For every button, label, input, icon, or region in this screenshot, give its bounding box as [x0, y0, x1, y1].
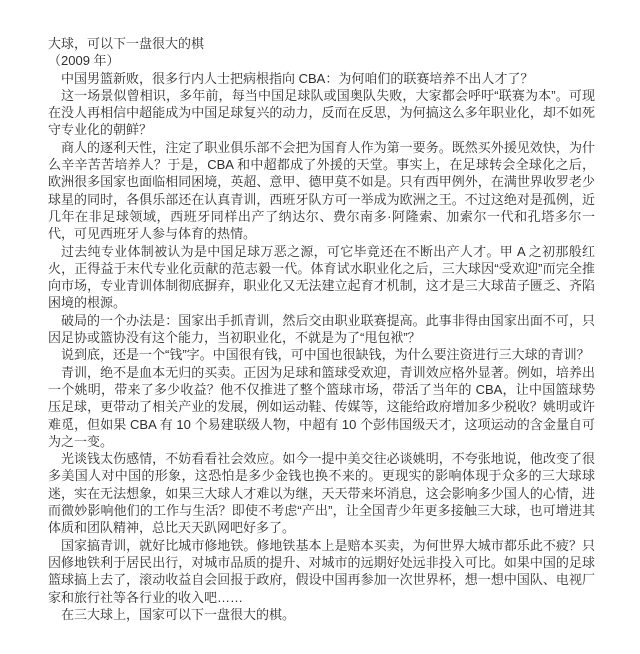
document-date: （2009 年） — [48, 53, 120, 69]
paragraph-1: 中国男篮新败，很多行内人士把病根指向 CBA：为何咱们的联赛培养不出人才了？ — [61, 70, 534, 86]
paragraph-8: 光谈钱太伤感情，不妨看看社会效应。如今一提中美交往必谈姚明，不夸张地说，他改变了很多美国人对中国的形象，这恐怕是多少金钱也换不来的。更现实的影响体现于众多的三大球球迷，实在无法想象，如果三大球人才难以为继，天天带来坏消息，这会影响多少国人的心情，进而微妙影响他们的工作与生活？即使不考虑“产出”，让全国青少年更多接触三大球，也可增进其体质和团队精神，总比天天趴网吧好多了。 — [48, 451, 595, 536]
document-title: 大球，可以下一盘很大的棋 — [48, 36, 205, 51]
paragraph-6: 说到底，还是一个“钱”字。中国很有钱，可中国也很缺钱，为什么要注资进行三大球的青训？ — [61, 347, 590, 363]
paragraph-5: 破局的一个办法是：国家出手抓青训，然后交由职业联赛提高。此事非得由国家出面不可，只因足协或篮协没有这个能力，当初职业化，不就是为了“甩包袱”？ — [48, 312, 595, 346]
paragraph-4: 过去纯专业体制被认为是中国足球万恶之源，可它毕竟还在不断出产人才。甲 A 之初那般红火，正得益于末代专业化贡献的范志毅一代。体育试水职业化之后，三大球因“受欢迎”而完全推向市场，专业青训体制彻底摒弃，职业化又无法建立起育才机制，这才是三大球苗子匮乏、齐陷困境的根源。 — [48, 243, 595, 311]
paragraph-7: 青训，绝不是血本无归的买卖。正因为足球和篮球受欢迎，青训效应格外显著。例如，培养出一个姚明，带来了多少收益？他不仅推进了整个篮球市场，带活了当年的 CBA，让中国篮球势压足球，更带动了相关产业的发展，例如运动鞋、传媒等，这能给政府增加多少税收？姚明或许难觅，但如果 CBA 有 10 个易建联级人物，中超有 10 个彭伟国级天才，这项运动的含金量自可为之一变。 — [48, 364, 595, 449]
paragraph-9: 国家搞青训，就好比城市修地铁。修地铁基本上是赔本买卖，为何世界大城市都乐此不疲？只因修地铁利于居民出行，对城市品质的提升、对城市的远期好处远非投入可比。如果中国的足球篮球搞上去了，滚动收益自会回报于政府，假设中国再参加一次世界杯，想一想中国队、电视厂家和旅行社等各行业的收入吧…… — [48, 537, 595, 605]
paragraph-3: 商人的逐利天性，注定了职业俱乐部不会把为国育人作为第一要务。既然买外援见效快，为什么辛辛苦苦培养人？于是，CBA 和中超都成了外援的天堂。事实上，在足球转会全球化之后，欧洲很多国家也面临相同困境，英超、意甲、德甲莫不如是。只有西甲例外，在满世界收罗老少球星的同时，各俱乐部还在认真青训，西班牙队方可一举成为欧洲之王。不过这绝对是孤例，近几年在非足球领域，西班牙同样出产了纳达尔、费尔南多·阿隆索、加索尔一代和孔塔多尔一代，可见西班牙人参与体育的热情。 — [48, 139, 595, 242]
paragraph-2: 这一场景似曾相识，多年前，每当中国足球队或国奥队失败，大家都会呼吁“联赛为本”。可现在没人再相信中超能成为中国足球复兴的动力，反而在反思，为何搞这么多年职业化，却不如死守专业化的朝鲜？ — [48, 87, 595, 138]
paragraph-10: 在三大球上，国家可以下一盘很大的棋。 — [61, 606, 296, 622]
